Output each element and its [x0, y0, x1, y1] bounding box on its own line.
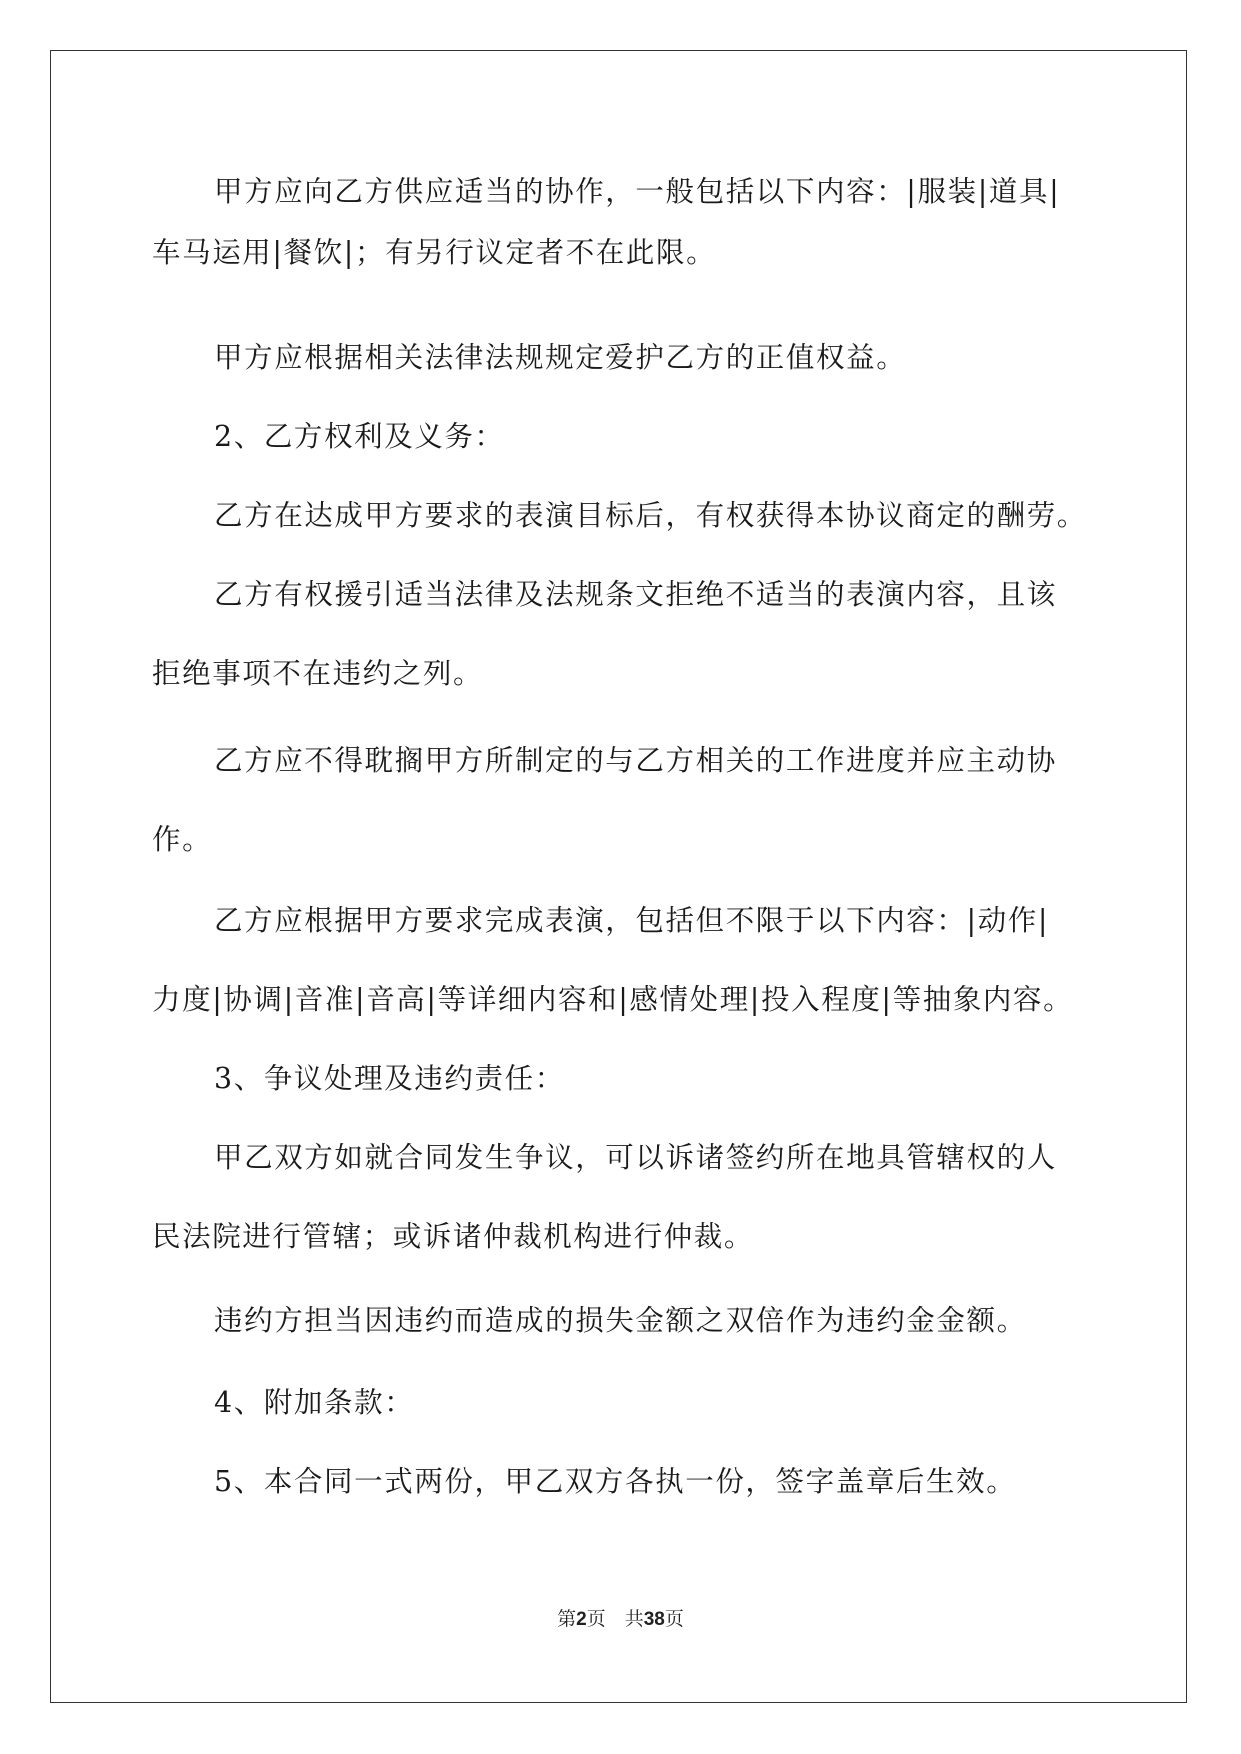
paragraph-line: 违约方担当因违约而造成的损失金额之双倍作为违约金金额。	[214, 1304, 1027, 1337]
footer-page-number: 2	[576, 1609, 587, 1630]
section-heading: 2、乙方权利及义务：	[214, 420, 505, 453]
footer-mid: 页 共	[586, 1608, 644, 1630]
paragraph-line: 乙方在达成甲方要求的表演目标后，有权获得本协议商定的酬劳。	[214, 499, 1087, 532]
paragraph-line: 民法院进行管辖；或诉诸仲裁机构进行仲裁。	[152, 1220, 755, 1253]
footer-prefix: 第	[557, 1608, 577, 1630]
section-heading: 4、附加条款：	[214, 1386, 415, 1419]
paragraph-line: 拒绝事项不在违约之列。	[152, 657, 484, 690]
page-border	[50, 50, 1187, 1703]
paragraph-line: 车马运用|餐饮|；有另行议定者不在此限。	[152, 236, 717, 269]
footer-total-pages: 38	[643, 1609, 665, 1630]
paragraph-line: 甲方应向乙方供应适当的协作，一般包括以下内容：|服装|道具|	[214, 175, 1061, 208]
paragraph-line: 乙方有权援引适当法律及法规条文拒绝不适当的表演内容，且该	[214, 578, 1057, 611]
section-heading: 5、本合同一式两份，甲乙双方各执一份，签字盖章后生效。	[214, 1465, 1017, 1498]
paragraph-line: 作。	[152, 823, 213, 856]
paragraph-line: 乙方应不得耽搁甲方所制定的与乙方相关的工作进度并应主动协	[214, 744, 1057, 777]
paragraph-line: 乙方应根据甲方要求完成表演，包括但不限于以下内容：|动作|	[214, 904, 1050, 937]
section-heading: 3、争议处理及违约责任：	[214, 1062, 565, 1095]
paragraph-line: 甲方应根据相关法律法规规定爱护乙方的正值权益。	[214, 341, 907, 374]
paragraph-line: 力度|协调|音准|音高|等详细内容和|感情处理|投入程度|等抽象内容。	[152, 983, 1074, 1016]
paragraph-line: 甲乙双方如就合同发生争议，可以诉诸签约所在地具管辖权的人	[214, 1141, 1057, 1174]
page-footer	[0, 1607, 1241, 1632]
footer-suffix: 页	[664, 1608, 684, 1630]
